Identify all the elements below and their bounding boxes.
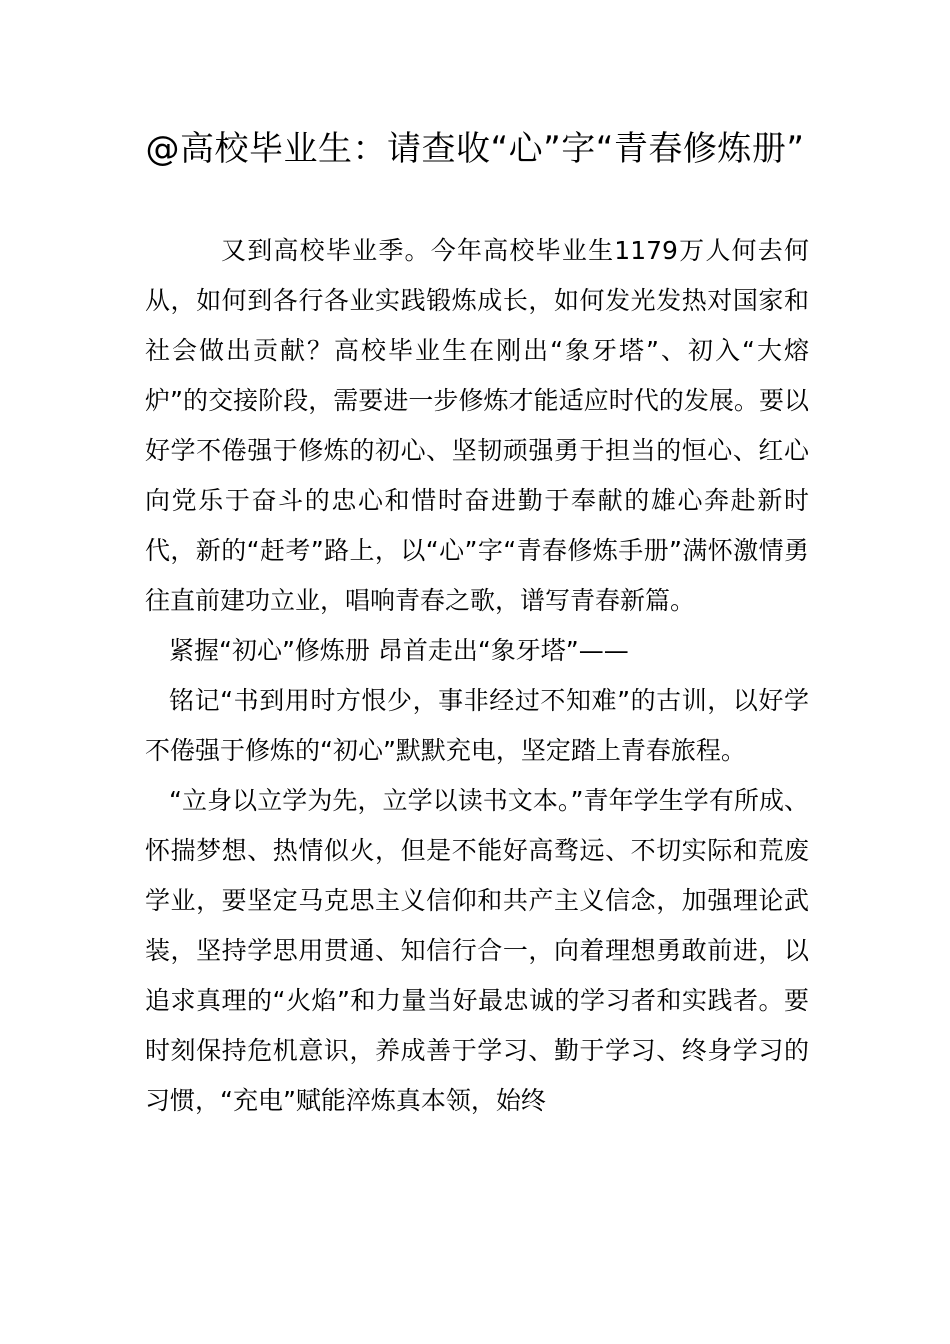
paragraph-intro: 又到高校毕业季。今年高校毕业生1179万人何去何从，如何到各行各业实践锻炼成长，如何发光发热对国家和社会做出贡献？高校毕业生在刚出“象牙塔”、初入“大熔炉”的交接阶段，需要进一步修炼才能适应时代的发展。要以好学不倦强于修炼的初心、坚韧顽强勇于担当的恒心、红心向党乐于奋斗的忠心和惜时奋进勤于奉献的雄心奔赴新时代，新的“赶考”路上，以“心”字“青春修炼手册”满怀激情勇往直前建功立业，唱响青春之歌，谱写青春新篇。	[145, 236, 809, 615]
paragraph: “立身以立学为先，立学以读书文本。”青年学生学有所成、怀揣梦想、热情似火，但是不能好高骛远、不切实际和荒废学业，要坚定马克思主义信仰和共产主义信念，加强理论武装，坚持学思用贯通、知信行合一，向着理想勇敢前进，以追求真理的“火焰”和力量当好最忠诚的学习者和实践者。要时刻保持危机意识，养成善于学习、勤于学习、终身学习的习惯，“充电”赋能淬炼真本领，始终	[145, 786, 809, 1115]
paragraph: 铭记“书到用时方恨少，事非经过不知难”的古训，以好学不倦强于修炼的“初心”默默充电，坚定踏上青春旅程。	[145, 686, 809, 765]
section-heading: 紧握“初心”修炼册 昂首走出“象牙塔”——	[169, 636, 629, 665]
document-title: @高校毕业生：请查收“心”字“青春修炼册”	[145, 129, 805, 169]
document-body	[145, 226, 809, 1126]
